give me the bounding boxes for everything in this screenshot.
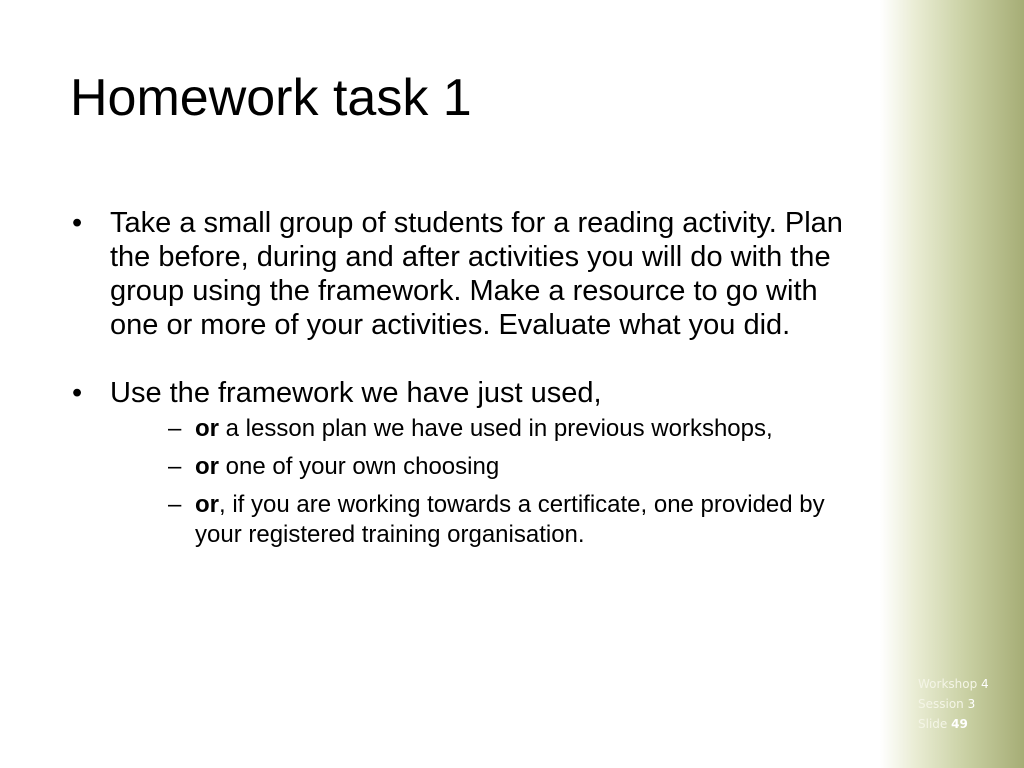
footer-slide [918,714,989,734]
footer-session [918,694,989,714]
decorative-side-band [880,0,1024,768]
bullet-text: Take a small group of students for a reading activity. Plan the before, during and after activities you will do with the group using the framework. Make a resource to go with one or more of your activities. Evaluate what you did. [110,207,843,341]
sub-bullet-item-1 [110,414,860,444]
sub-bullet-marker: – [168,491,182,518]
slide-title: Homework task 1 [70,69,472,127]
slide-footer [918,674,989,734]
sub-bullet-item-3 [110,490,860,550]
footer-workshop-number: 4 [981,677,989,691]
sub-bullet-marker: – [168,453,182,480]
bullet-text: Use the framework we have just used, [110,377,602,409]
bullet-item-1 [70,206,860,342]
sub-bullet-emphasis: or [195,491,219,518]
sub-bullet-text: a lesson plan we have used in previous workshops, [219,415,773,442]
footer-slide-label: Slide [918,717,948,731]
footer-workshop [918,674,989,694]
sub-bullet-emphasis: or [195,415,219,442]
footer-session-label: Session [918,697,964,711]
bullet-item-2 [70,376,860,550]
sub-bullet-item-2 [110,452,860,482]
sub-bullet-marker: – [168,415,182,442]
footer-slide-number: 49 [951,717,968,731]
sub-bullet-emphasis: or [195,453,219,480]
footer-session-number: 3 [967,697,976,711]
sub-bullet-text: , if you are working towards a certificate, one provided by your registered training organisation. [195,491,825,548]
footer-workshop-label: Workshop [918,677,978,691]
bullet-marker: • [72,207,83,239]
sub-bullet-text: one of your own choosing [219,453,500,480]
bullet-marker: • [72,377,83,409]
slide-body [70,206,860,550]
